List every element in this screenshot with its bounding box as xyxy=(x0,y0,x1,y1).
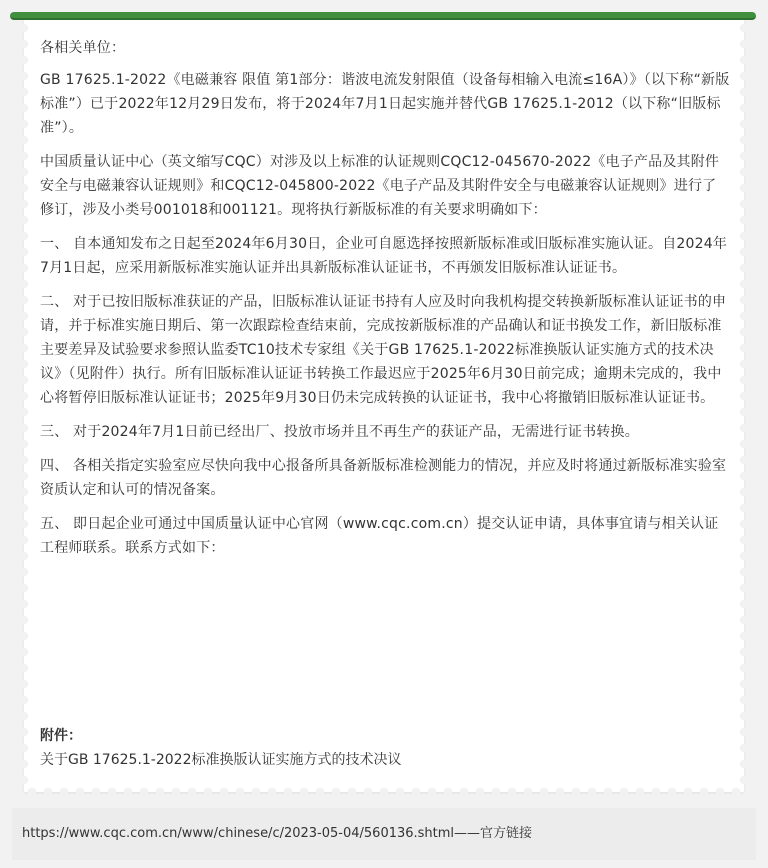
paragraph-item-1: 一、 自本通知发布之日起至2024年6月30日，企业可自愿选择按照新版标准或旧版标准实施认证。自2024年7月1日起，应采用新版标准实施认证并出具新版标准认证证书，不再颁发旧版标准认证证书。 xyxy=(40,236,728,276)
card-scallop-edge xyxy=(24,787,744,797)
attachment-title[interactable]: 关于GB 17625.1-2022标准换版认证实施方式的技术决议 xyxy=(40,752,402,768)
paragraph-intro: GB 17625.1-2022《电磁兼容 限值 第1部分：谐波电流发射限值（设备每相输入电流≤16A）》（以下称“新版标准”）已于2022年12月29日发布，将于2024年7月1日起实施并替代GB 17625.1-2012（以下称“旧版标准”）。 xyxy=(40,72,730,136)
official-link-footer xyxy=(12,808,756,860)
accent-bar xyxy=(10,12,756,20)
attachment-section xyxy=(40,724,730,772)
paragraph-item-3: 三、 对于2024年7月1日前已经出厂、投放市场并且不再生产的获证产品，无需进行证书转换。 xyxy=(40,424,639,440)
notice-body xyxy=(40,36,730,570)
paragraph-item-4: 四、 各相关指定实验室应尽快向我中心报备所具备新版标准检测能力的情况，并应及时将通过新版标准实验室资质认定和认可的情况备案。 xyxy=(40,458,727,498)
paragraph-item-5: 五、 即日起企业可通过中国质量认证中心官网（www.cqc.com.cn）提交认证申请，具体事宜请与相关认证工程师联系。联系方式如下： xyxy=(40,516,719,556)
official-link[interactable]: https://www.cqc.com.cn/www/chinese/c/2023-05-04/560136.shtml——官方链接 xyxy=(22,826,533,841)
paragraph-cqc-rules: 中国质量认证中心（英文缩写CQC）对涉及以上标准的认证规则CQC12-045670-2022《电子产品及其附件安全与电磁兼容认证规则》和CQC12-045800-2022《电子产品及其附件安全与电磁兼容认证规则》进行了修订，涉及小类号001018和001121。现将执行新版标准的有关要求明确如下： xyxy=(40,154,720,218)
paragraph-item-2: 二、 对于已按旧版标准获证的产品，旧版标准认证证书持有人应及时向我机构提交转换新版标准认证证书的申请，并于标准实施日期后、第一次跟踪检查结束前，完成按新版标准的产品确认和证书换发工作，新旧版标准主要差异及试验要求参照认监委TC10技术专家组《关于GB 17625.1-2022标准换版认证实施方式的技术决议》（见附件）执行。所有旧版标准认证证书转换工作最迟应于2025年6月30日前完成；逾期未完成的，我中心将暂停旧版标准认证证书；2025年9月30日仍未完成转换的认证证书，我中心将撤销旧版标准认证证书。 xyxy=(40,294,727,406)
attachment-label: 附件： xyxy=(40,728,82,744)
notice-card xyxy=(24,20,744,792)
salutation: 各相关单位： xyxy=(40,40,126,56)
